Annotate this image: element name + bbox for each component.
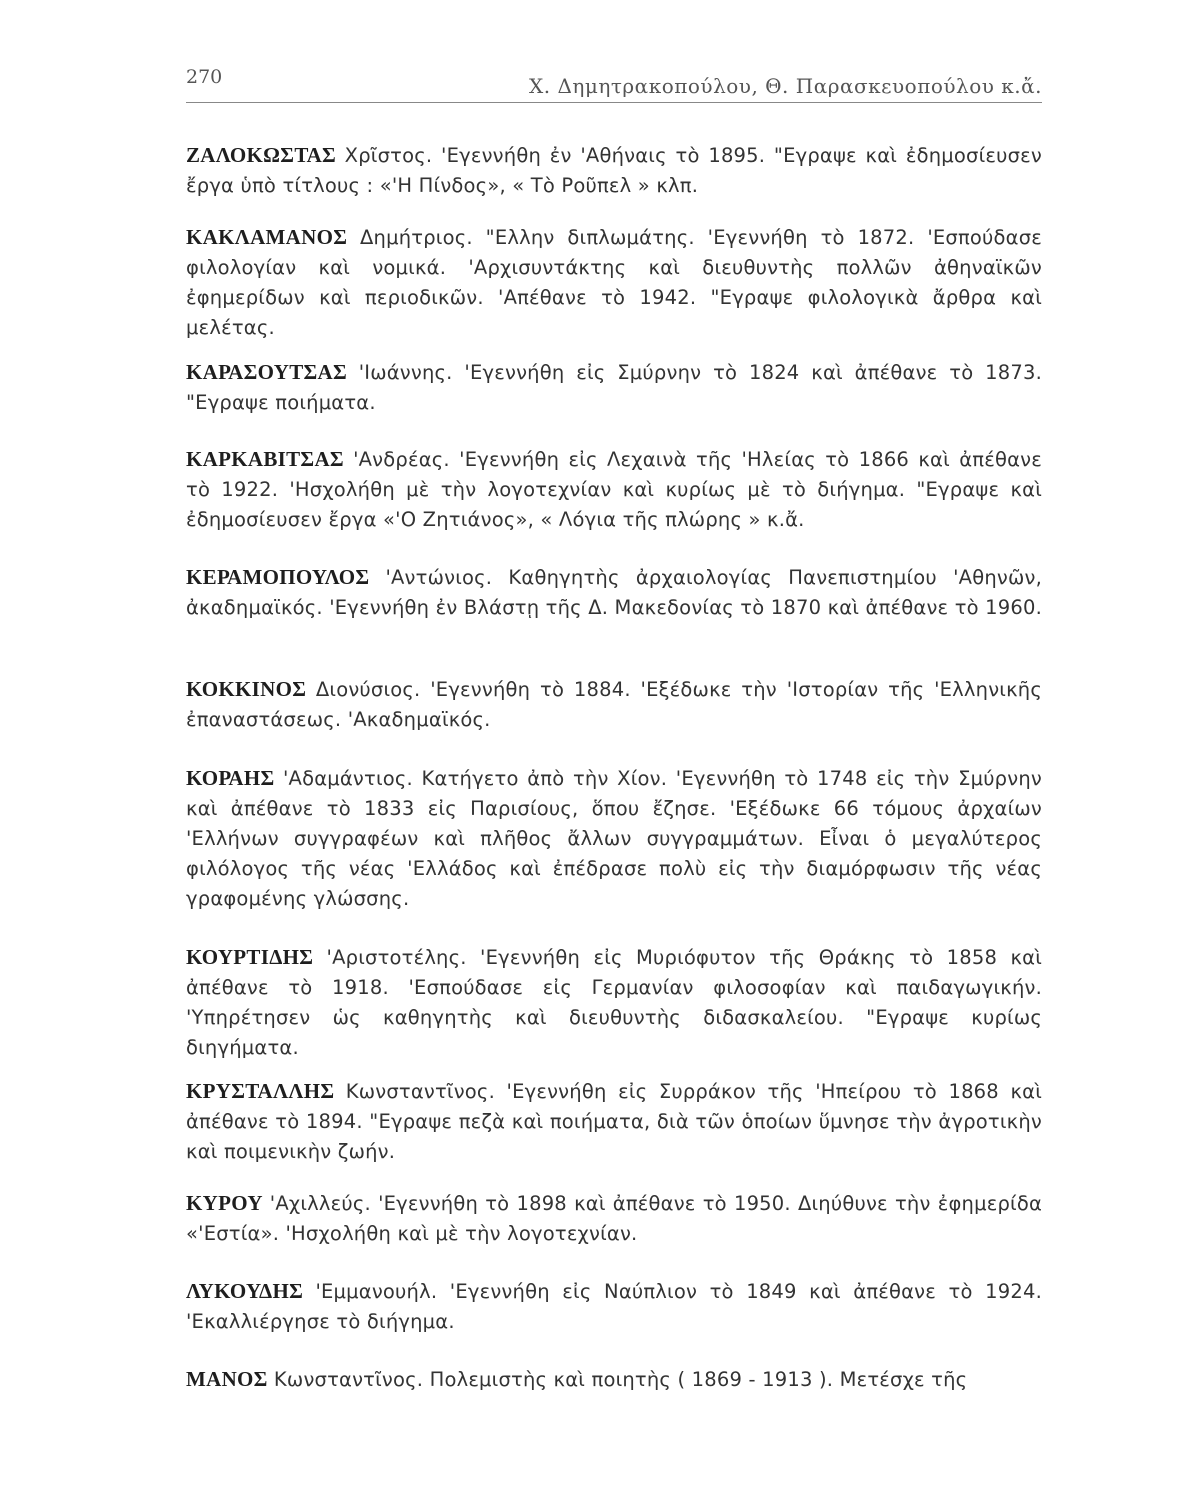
biography-entry [186,562,1042,623]
entry-text: Κωνσταντῖνος. Πολεμιστὴς καὶ ποιητὴς ( 1869 - 1913 ). Μετέσχε τῆς [273,1368,968,1391]
entry-name: ΜΑΝΟΣ [186,1367,268,1391]
biography-entry [186,674,1042,735]
biography-entry [186,357,1042,418]
page-header [186,62,1042,102]
entry-text: Δημήτριος. "Ελλην διπλωμάτης. 'Εγεννήθη τὸ 1872. 'Εσπούδασε φιλολογίαν καὶ νομικά. 'Αρχισυντάκτης καὶ διευθυντὴς πολλῶν ἀθηναϊκῶν ἐφημερίδων καὶ περιοδικῶν. 'Απέθανε τὸ 1942. "Εγραψε φιλολογικὰ ἄρθρα καὶ μελέτας. [186,226,1042,339]
entry-name: ΚΟΥΡΤΙΔΗΣ [186,945,314,969]
running-title: Χ. Δημητρακοπούλου, Θ. Παρασκευοπούλου κ.ἄ. [529,74,1042,98]
entry-name: ΚΟΡΑΗΣ [186,766,275,790]
biography-entry [186,1188,1042,1249]
biography-entry [186,140,1042,201]
entry-text: 'Αντώνιος. Καθηγητὴς ἀρχαιολογίας Πανεπιστημίου 'Αθηνῶν, ἀκαδημαϊκός. 'Εγεννήθη ἐν Βλάστῃ τῆς Δ. Μακεδονίας τὸ 1870 καὶ ἀπέθανε τὸ 1960. [186,566,1043,619]
biography-entry [186,444,1042,535]
entry-name: ΚΟΚΚΙΝΟΣ [186,677,307,701]
entry-text: Διονύσιος. 'Εγεννήθη τὸ 1884. 'Εξέδωκε τὴν 'Ιστορίαν τῆς 'Ελληνικῆς ἐπαναστάσεως. 'Ακαδημαϊκός. [186,678,1043,731]
biography-entry [186,942,1042,1063]
entry-name: ΖΑΛΟΚΩΣΤΑΣ [186,143,337,167]
header-rule [186,102,1042,103]
entry-name: ΚΥΡΟΥ [186,1191,263,1215]
biography-entry [186,763,1042,914]
biography-entry [186,1076,1042,1167]
entry-name: ΚΑΡΚΑΒΙΤΣΑΣ [186,447,344,471]
entry-name: ΚΡΥΣΤΑΛΛΗΣ [186,1079,335,1103]
entry-text: Χρῖστος. 'Εγεννήθη ἐν 'Αθήναις τὸ 1895. "Εγραψε καὶ ἐδημοσίευσεν ἔργα ὑπὸ τίτλους : «'Η Πίνδος», « Τὸ Ροῦπελ » κλπ. [186,144,1042,197]
entry-text: 'Ιωάννης. 'Εγεννήθη εἰς Σμύρνην τὸ 1824 καὶ ἀπέθανε τὸ 1873. "Εγραψε ποιήματα. [186,361,1042,414]
entry-name: ΚΑΡΑΣΟΥΤΣΑΣ [186,360,348,384]
entry-name: ΚΑΚΛΑΜΑΝΟΣ [186,225,348,249]
entry-name: ΚΕΡΑΜΟΠΟΥΛΟΣ [186,565,370,589]
biography-entry [186,1276,1042,1337]
entry-text: 'Αριστοτέλης. 'Εγεννήθη εἰς Μυριόφυτον τῆς Θράκης τὸ 1858 καὶ ἀπέθανε τὸ 1918. 'Εσπούδασε εἰς Γερμανίαν φιλοσοφίαν καὶ παιδαγωγικήν. 'Υπηρέτησεν ὡς καθηγητὴς καὶ διευθυντὴς διδασκαλείου. "Εγραψε κυρίως διηγήματα. [186,946,1042,1059]
entry-text: 'Εμμανουήλ. 'Εγεννήθη εἰς Ναύπλιον τὸ 1849 καὶ ἀπέθανε τὸ 1924. 'Εκαλλιέργησε τὸ διήγημα. [186,1280,1042,1333]
biography-entry [186,1364,1042,1395]
entry-name: ΛΥΚΟΥΔΗΣ [186,1279,304,1303]
entry-text: 'Αχιλλεύς. 'Εγεννήθη τὸ 1898 καὶ ἀπέθανε τὸ 1950. Διηύθυνε τὴν ἐφημερίδα «'Εστία». 'Ησχολήθη καὶ μὲ τὴν λογοτεχνίαν. [186,1192,1043,1245]
entry-text: Κωνσταντῖνος. 'Εγεννήθη εἰς Συρράκον τῆς 'Ηπείρου τὸ 1868 καὶ ἀπέθανε τὸ 1894. "Εγραψε πεζὰ καὶ ποιήματα, διὰ τῶν ὁποίων ὕμνησε τὴν ἀγροτικὴν καὶ ποιμενικὴν ζωήν. [186,1080,1042,1163]
biography-entry [186,222,1042,343]
entry-text: 'Αδαμάντιος. Κατήγετο ἀπὸ τὴν Χίον. 'Εγεννήθη τὸ 1748 εἰς τὴν Σμύρνην καὶ ἀπέθανε τὸ 1833 εἰς Παρισίους, ὅπου ἔζησε. 'Εξέδωκε 66 τόμους ἀρχαίων 'Ελλήνων συγγραφέων καὶ πλῆθος ἄλλων συγγραμμάτων. Εἶναι ὁ μεγαλύτερος φιλόλογος τῆς νέας 'Ελλάδος καὶ ἐπέδρασε πολὺ εἰς τὴν διαμόρφωσιν τῆς νέας γραφομένης γλώσσης. [186,767,1043,910]
page-number: 270 [186,66,223,88]
entry-text: 'Ανδρέας. 'Εγεννήθη εἰς Λεχαινὰ τῆς 'Ηλείας τὸ 1866 καὶ ἀπέθανε τὸ 1922. 'Ησχολήθη μὲ τὴν λογοτεχνίαν καὶ κυρίως μὲ τὸ διήγημα. "Εγραψε καὶ ἐδημοσίευσεν ἔργα «'Ο Ζητιάνος», « Λόγια τῆς πλώρης » κ.ἄ. [186,448,1042,531]
